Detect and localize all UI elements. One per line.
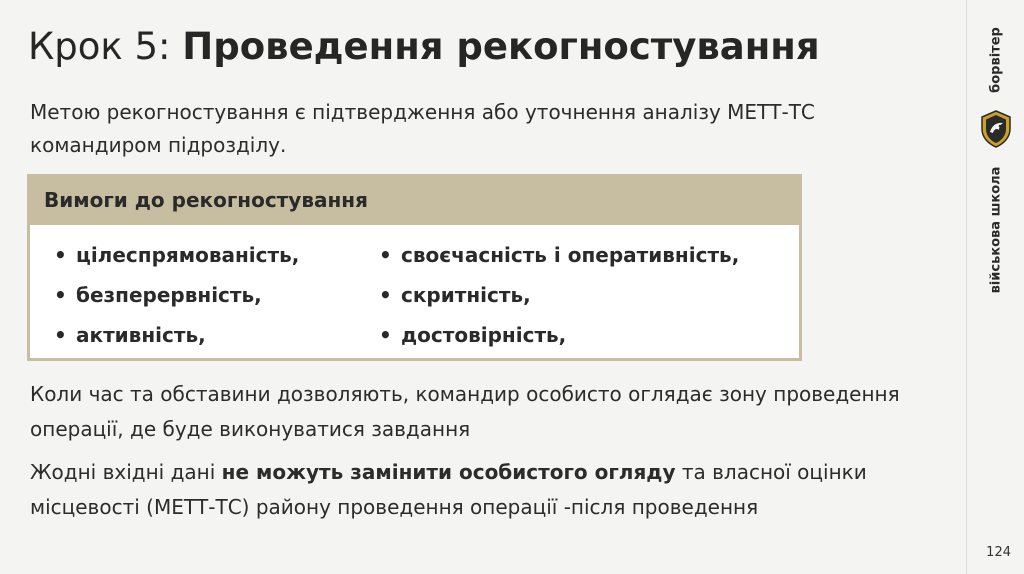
page-number: 124: [986, 545, 1011, 560]
paragraph-input-data: Жодні вхідні дані не можуть замінити особистого огляду та власної оцінки місцевості (МЕТТ-ТС) району проведення операції -після проведення: [30, 460, 867, 519]
bullet-icon: •: [54, 243, 67, 267]
bullet-icon: •: [379, 283, 392, 307]
bullet-icon: •: [379, 323, 392, 347]
requirements-header: Вимоги до рекогностування: [30, 177, 799, 225]
requirements-column-2: [379, 235, 739, 355]
bullet-icon: •: [379, 243, 392, 267]
requirement-item: • скритність,: [379, 275, 739, 315]
title-prefix: Крок 5:: [28, 25, 183, 68]
requirement-item: • активність,: [54, 315, 299, 355]
brand-sidebar: [966, 0, 1024, 574]
requirements-column-1: [54, 235, 299, 355]
requirement-item: • достовірність,: [379, 315, 739, 355]
title-main: Проведення рекогностування: [182, 25, 820, 68]
slide-title: [28, 22, 820, 72]
eagle-shield-icon: [980, 110, 1012, 148]
paragraph-personal-inspection: Коли час та обставини дозволяють, командир особисто оглядає зону проведення операції, де буде виконуватися завдання: [30, 382, 900, 441]
requirement-item: • безперервність,: [54, 275, 299, 315]
requirement-item: • своєчасність і оперативність,: [379, 235, 739, 275]
bullet-icon: •: [54, 323, 67, 347]
requirements-box: [27, 174, 802, 361]
intro-text: Метою рекогностування є підтвердження або уточнення аналізу МЕТТ-ТС командиром підрозділу.: [30, 100, 815, 157]
brand-name: борвітер: [988, 27, 1004, 93]
bullet-icon: •: [54, 283, 67, 307]
emphasis-text: не можуть замінити особистого огляду: [221, 460, 676, 484]
school-name: військова школа: [988, 166, 1004, 294]
requirement-item: • цілеспрямованість,: [54, 235, 299, 275]
